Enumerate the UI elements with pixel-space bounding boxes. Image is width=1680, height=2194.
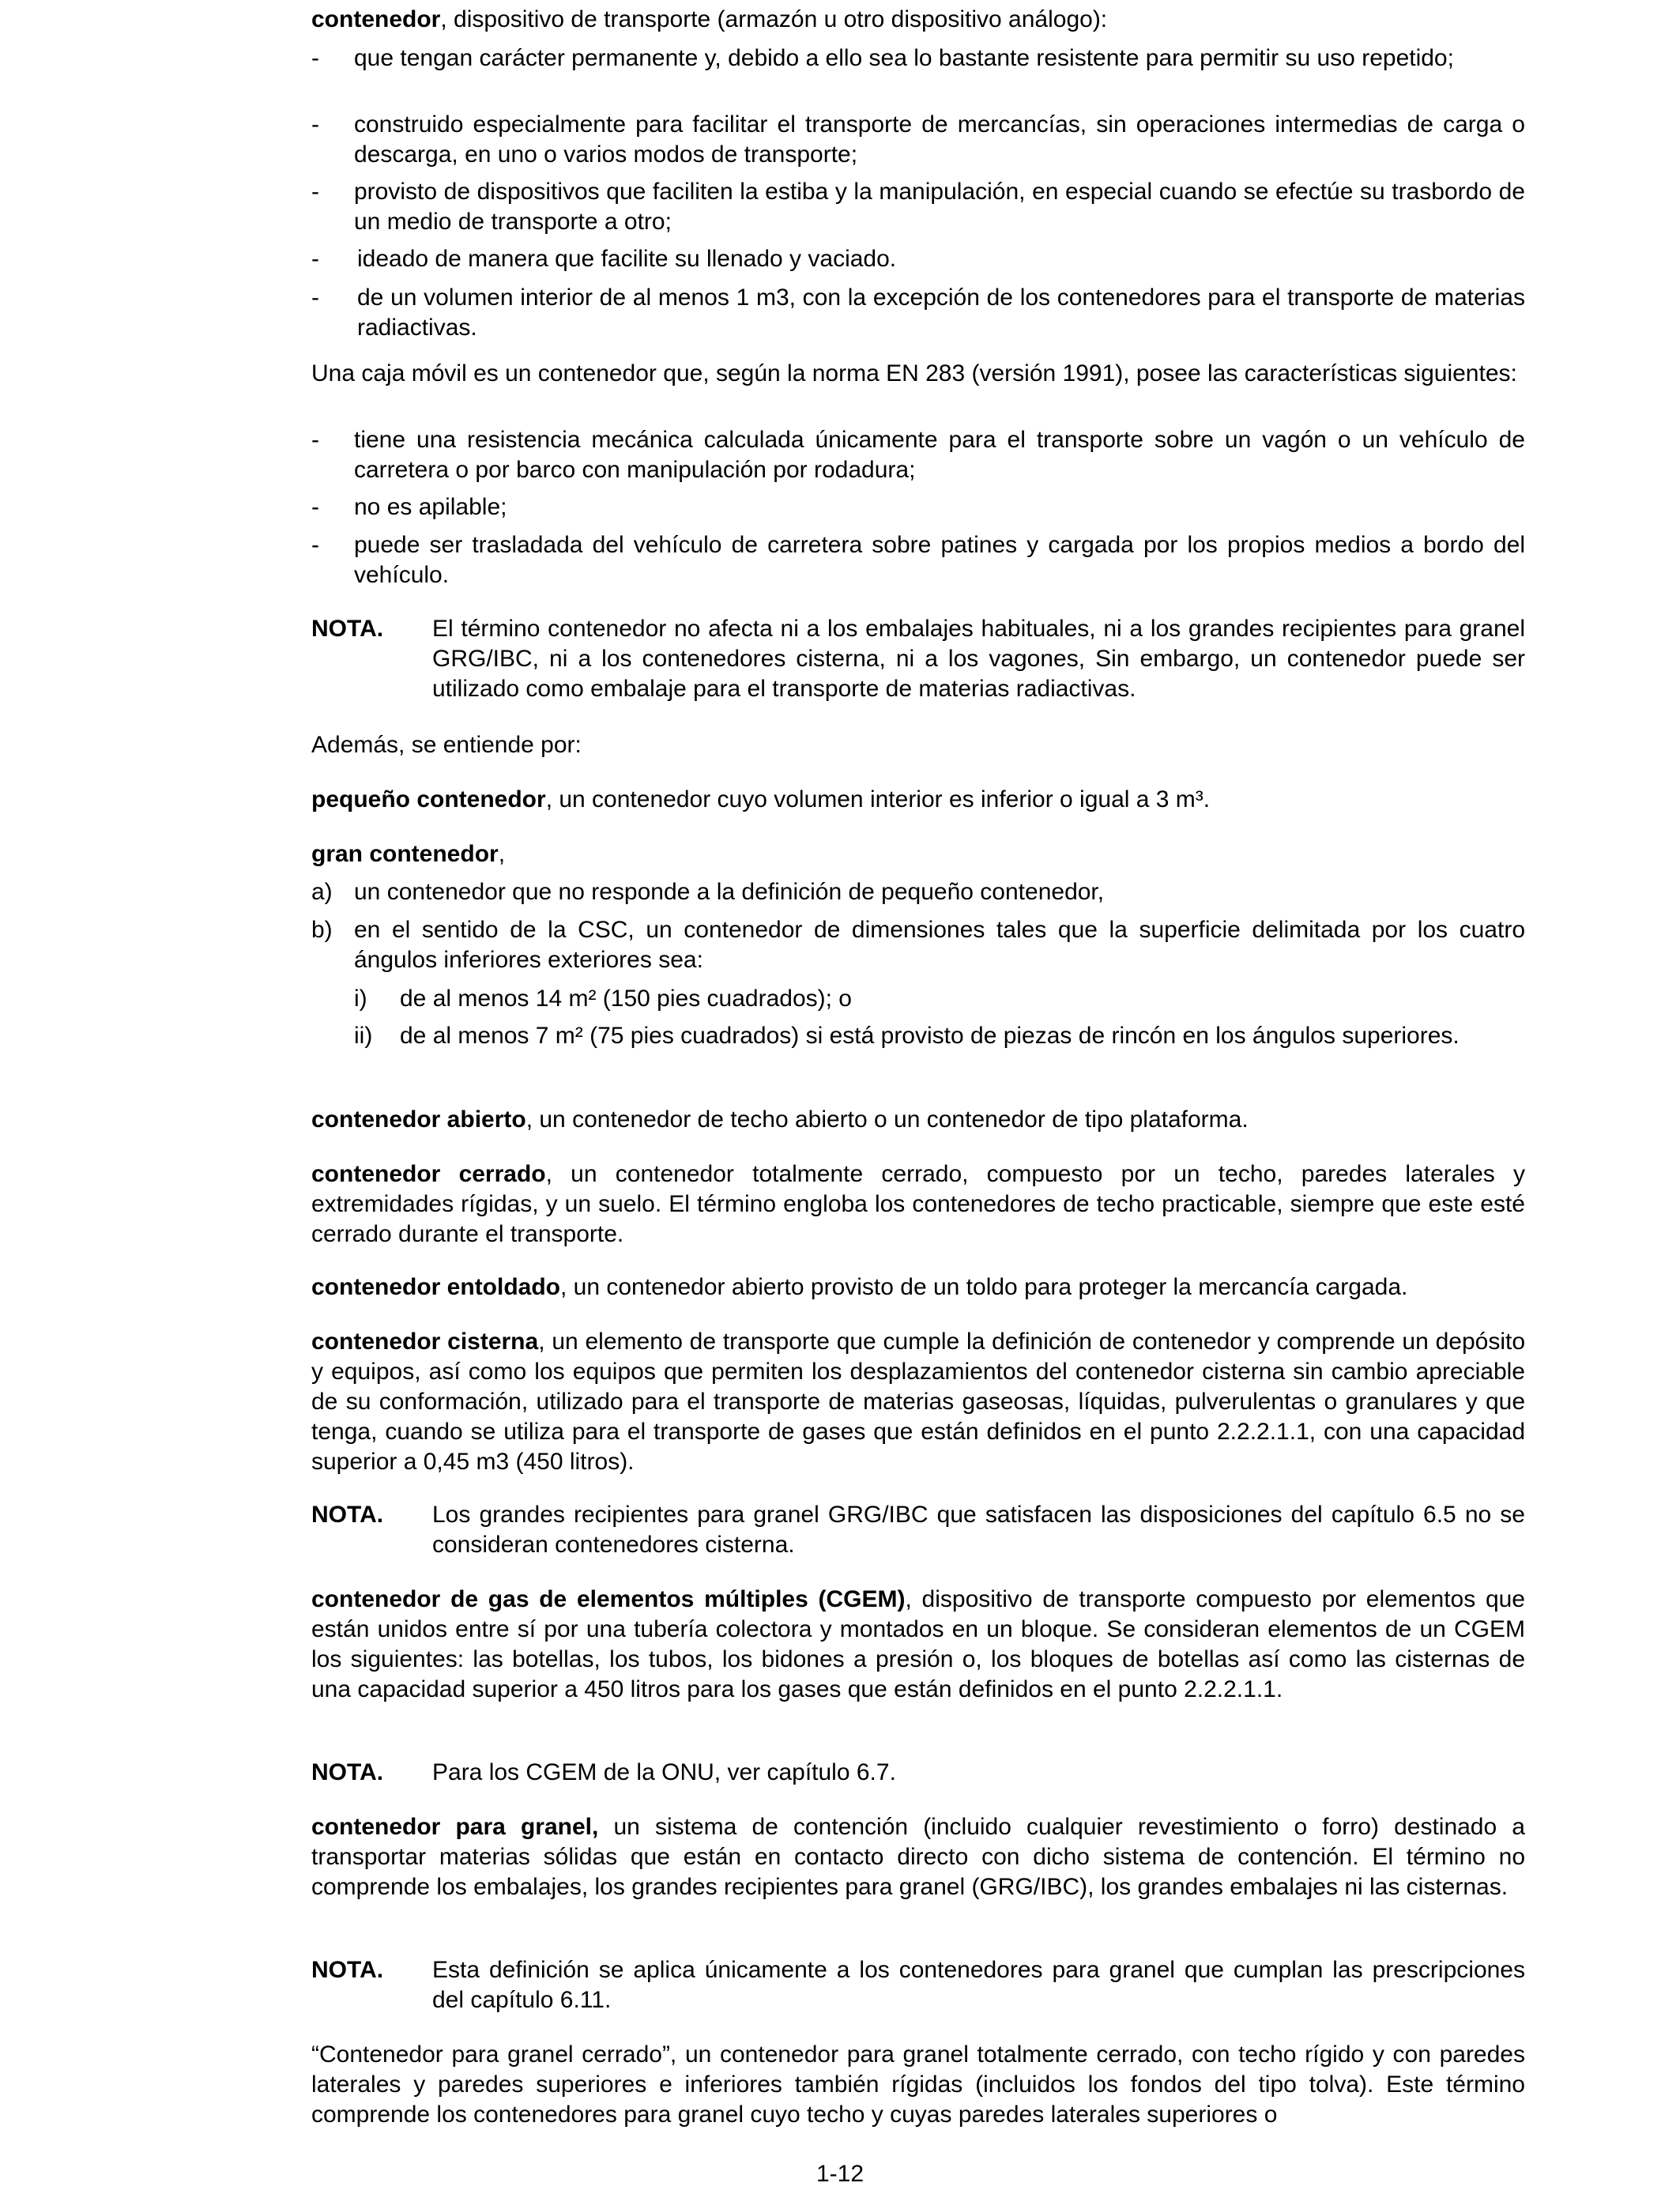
list-label: b) [311, 917, 333, 943]
definition-contenedor-cerrado [311, 1159, 1525, 1250]
term: contenedor [311, 6, 441, 32]
paragraph-ademas: Además, se entiende por: [311, 732, 582, 758]
list-item: puede ser trasladada del vehículo de carretera sobre patines y cargada por los propios medios a bordo del vehículo. [354, 532, 1525, 588]
term: contenedor cisterna [311, 1329, 539, 1355]
nota-label: NOTA. [311, 1957, 384, 1983]
paragraph-granel-cerrado: “Contenedor para granel cerrado”, un contenedor para granel totalmente cerrado, con techo rígido y con paredes laterales y paredes superiores e inferiores también rígidas (incluidos los fondos del tipo tolva). Este término comprende los contenedores para granel cuyo techo y cuyas paredes laterales superiores o [311, 2041, 1525, 2128]
definition-text: , un contenedor de techo abierto o un contenedor de tipo plataforma. [525, 1106, 1249, 1133]
term: gran contenedor [311, 841, 499, 867]
definition-text: , un contenedor abierto provisto de un toldo para proteger la mercancía cargada. [560, 1274, 1408, 1300]
definition-cgem [311, 1585, 1525, 1705]
nota-text: Para los CGEM de la ONU, ver capítulo 6.7. [432, 1759, 896, 1785]
definition-text: un sistema de contención (incluido cualquier revestimiento o forro) destinado a transportar materias sólidas que están en contacto directo con dicho sistema de contención. El término no comprende los embalajes, los grandes recipientes para granel (GRG/IBC), los grandes embalajes ni las cisternas. [311, 1814, 1525, 1900]
nota-text: Esta definición se aplica únicamente a los contenedores para granel que cumplan las prescripciones del capítulo 6.11. [432, 1957, 1525, 2013]
definition-contenedor-cisterna [311, 1327, 1525, 1477]
list-item: de un volumen interior de al menos 1 m3, con la excepción de los contenedores para el transporte de materias radiactivas. [357, 285, 1525, 341]
term: contenedor cerrado [311, 1161, 546, 1187]
term: contenedor de gas de elementos múltiples (CGEM) [311, 1586, 906, 1612]
nota-label: NOTA. [311, 1502, 384, 1528]
sublist-item: de al menos 14 m² (150 pies cuadrados); o [400, 986, 852, 1012]
definition-text: , dispositivo de transporte compuesto por elementos que están unidos entre sí por una tubería colectora y montados en un bloque. Se consideran elementos de un CGEM los siguientes: las botellas, los tubos, los bidones a presión o, los bloques de botellas así como las cisternas de una capacidad superior a 450 litros para los gases que están definidos en el punto 2.2.2.1.1. [311, 1586, 1525, 1702]
list-label: a) [311, 879, 333, 905]
sublist-label: ii) [354, 1023, 373, 1049]
term: contenedor entoldado [311, 1274, 560, 1300]
list-item: en el sentido de la CSC, un contenedor de dimensiones tales que la superficie delimitada por los cuatro ángulos inferiores exteriores sea: [354, 917, 1525, 973]
nota-text: El término contenedor no afecta ni a los embalajes habituales, ni a los grandes recipientes para granel GRG/IBC, ni a los contenedores cisterna, ni a los vagones, Sin embargo, un contenedor puede ser utilizado como embalaje para el transporte de materias radiactivas. [432, 616, 1525, 702]
definition-text: , un elemento de transporte que cumple la definición de contenedor y comprende un depósito y equipos, así como los equipos que permiten los desplazamientos del contenedor cisterna sin cambio apreciable de su conformación, utilizado para el transporte de materias gaseosas, líquidas, pulverulentas o granulares y que tenga, cuando se utiliza para el transporte de gases que están definidos en el punto 2.2.2.1.1, con una capacidad superior a 0,45 m3 (450 litros). [311, 1329, 1525, 1475]
sublist-label: i) [354, 986, 367, 1012]
nota-label: NOTA. [311, 1759, 384, 1785]
term: contenedor para granel, [311, 1814, 599, 1840]
definition-text: , [498, 841, 506, 867]
nota-text: Los grandes recipientes para granel GRG/IBC que satisfacen las disposiciones del capítulo 6.5 no se consideran contenedores cisterna. [432, 1502, 1525, 1558]
list-item: tiene una resistencia mecánica calculada únicamente para el transporte sobre un vagón o un vehículo de carretera o por barco con manipulación por rodadura; [354, 427, 1525, 483]
definition-pequeno-contenedor [311, 785, 1525, 815]
term: pequeño contenedor [311, 786, 546, 812]
definition-contenedor-abierto [311, 1105, 1525, 1135]
sublist-item: de al menos 7 m² (75 pies cuadrados) si está provisto de piezas de rincón en los ángulos superiores. [400, 1023, 1460, 1049]
definition-text: , dispositivo de transporte (armazón u otro dispositivo análogo): [440, 6, 1108, 32]
definition-contenedor-para-granel [311, 1812, 1525, 1902]
list-item: que tengan carácter permanente y, debido a ello sea lo bastante resistente para permitir su uso repetido; [354, 45, 1454, 71]
list-item: provisto de dispositivos que faciliten la estiba y la manipulación, en especial cuando se efectúe su trasbordo de un medio de transporte a otro; [354, 179, 1525, 235]
definition-text: , un contenedor cuyo volumen interior es inferior o igual a 3 m³. [545, 786, 1211, 812]
term: contenedor abierto [311, 1106, 526, 1133]
list-item: construido especialmente para facilitar el transporte de mercancías, sin operaciones intermedias de carga o descarga, en uno o varios modos de transporte; [354, 111, 1525, 168]
list-item: ideado de manera que facilite su llenado y vaciado. [357, 246, 897, 272]
definition-text: , un contenedor totalmente cerrado, compuesto por un techo, paredes laterales y extremidades rígidas, y un suelo. El término engloba los contenedores de techo practicable, siempre que este esté cerrado durante el transporte. [311, 1161, 1525, 1247]
definition-contenedor [311, 5, 1525, 35]
page-number: 1-12 [816, 2161, 864, 2187]
paragraph-caja-movil: Una caja móvil es un contenedor que, según la norma EN 283 (versión 1991), posee las características siguientes: [311, 360, 1517, 386]
definition-gran-contenedor [311, 839, 1525, 869]
definition-contenedor-entoldado [311, 1272, 1525, 1302]
nota-label: NOTA. [311, 616, 384, 642]
list-item: un contenedor que no responde a la definición de pequeño contenedor, [354, 879, 1105, 905]
list-item: no es apilable; [354, 494, 507, 520]
